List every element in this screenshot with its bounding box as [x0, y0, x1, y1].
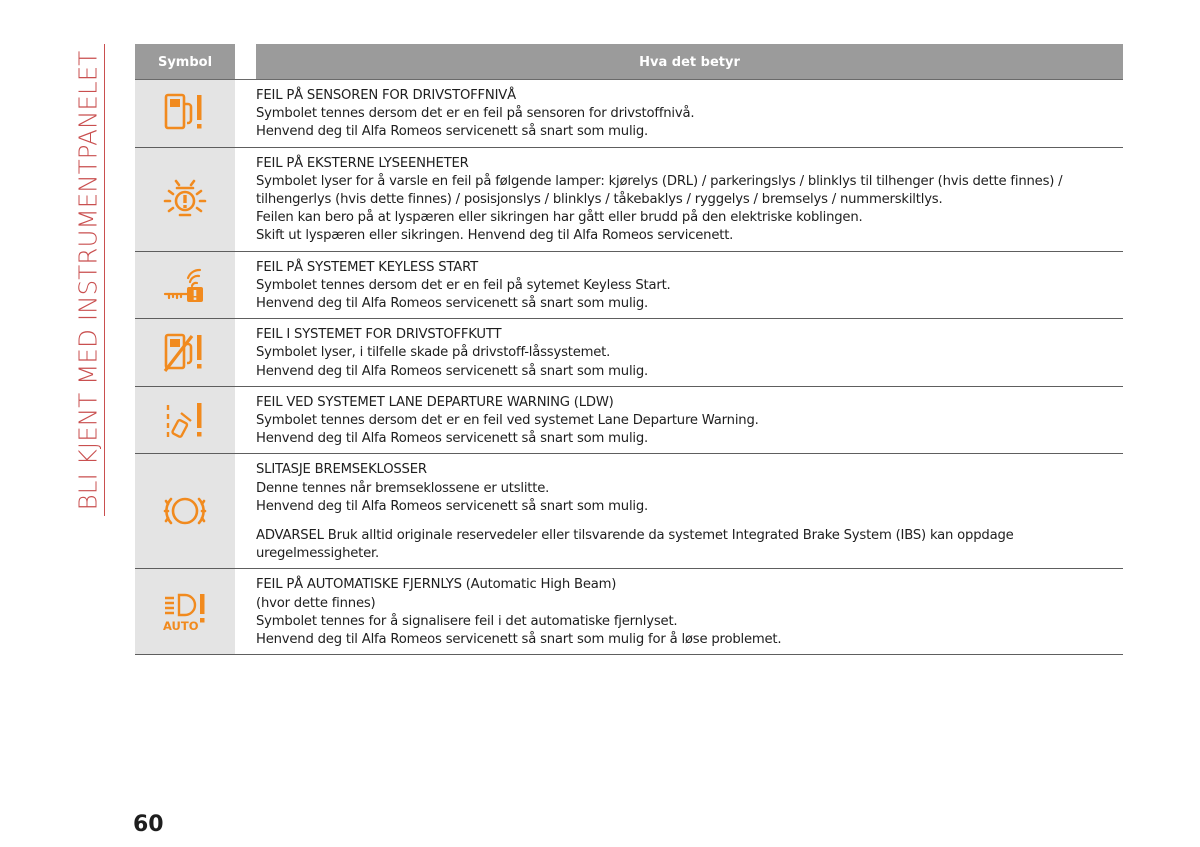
row-title: FEIL PÅ AUTOMATISKE FJERNLYS (Automatic High Beam) — [256, 577, 617, 593]
row-line: Symbolet tennes dersom det er en feil på sytemet Keyless Start. — [256, 277, 671, 293]
lane-departure-warning-failure-icon — [163, 399, 207, 441]
row-line: Henvend deg til Alfa Romeos servicenett så snart som mulig. — [256, 296, 649, 312]
chapter-title — [72, 44, 104, 516]
auto-label: AUTO — [163, 618, 199, 633]
table-row — [135, 319, 1123, 387]
page-number: 60 — [133, 812, 164, 837]
table-row — [135, 454, 1123, 569]
header-meaning: Hva det betyr — [256, 44, 1123, 80]
row-line: Henvend deg til Alfa Romeos servicenett så snart som mulig. — [256, 124, 649, 140]
symbol-cell — [135, 252, 235, 319]
table-row — [135, 80, 1123, 148]
row-title: FEIL VED SYSTEMET LANE DEPARTURE WARNING (LDW) — [256, 394, 614, 410]
row-line: Denne tennes når bremseklossene er utslitte. — [256, 480, 550, 496]
symbol-cell — [135, 569, 235, 654]
row-line: tilhengerlys (hvis dette finnes) / posisjonslys / blinklys / tåkebaklys / ryggelys / bremselys / nummerskiltlys. — [256, 192, 943, 208]
row-line: Symbolet lyser, i tilfelle skade på drivstoff-låssystemet. — [256, 345, 611, 361]
external-lights-failure-icon — [162, 177, 208, 221]
brake-pad-wear-icon — [161, 489, 209, 533]
warning-note: ADVARSEL Bruk alltid originale reservedeler eller tilsvarende da systemet Integrated Brake System (IBS) kan oppdage uregelmessigheter. — [256, 528, 1014, 562]
row-line: Henvend deg til Alfa Romeos servicenett så snart som mulig. — [256, 363, 649, 379]
fuel-level-sensor-failure-icon — [163, 92, 207, 134]
row-line: Skift ut lyspæren eller sikringen. Henvend deg til Alfa Romeos servicenett. — [256, 228, 734, 244]
table-row — [135, 569, 1123, 655]
table-header — [135, 44, 1123, 80]
header-symbol: Symbol — [135, 44, 235, 80]
row-title: FEIL PÅ SENSOREN FOR DRIVSTOFFNIVÅ — [256, 88, 516, 103]
table-row — [135, 252, 1123, 320]
automatic-high-beam-failure-icon — [161, 591, 209, 633]
table-row — [135, 148, 1123, 252]
row-line: Symbolet tennes dersom det er en feil på sensoren for drivstoffnivå. — [256, 106, 695, 122]
row-title: FEIL PÅ EKSTERNE LYSEENHETER — [256, 155, 469, 171]
row-line: Symbolet tennes dersom det er en feil ved systemet Lane Departure Warning. — [256, 413, 759, 429]
symbol-cell — [135, 387, 235, 454]
fuel-cut-off-failure-icon — [163, 332, 207, 374]
symbol-cell — [135, 148, 235, 251]
row-title: SLITASJE BREMSEKLOSSER — [256, 462, 427, 478]
row-line: Symbolet lyser for å varsle en feil på følgende lamper: kjørelys (DRL) / parkeringslys / blinklys til tilhenger (hvis dette finnes) / — [256, 173, 1063, 189]
keyless-start-failure-icon — [161, 265, 209, 305]
symbol-cell — [135, 319, 235, 386]
row-title: FEIL PÅ SYSTEMET KEYLESS START — [256, 259, 478, 275]
chapter-title-text: BLI KJENT MED INSTRUMENTPANELET — [73, 50, 103, 510]
row-title: FEIL I SYSTEMET FOR DRIVSTOFFKUTT — [256, 327, 502, 343]
row-line: (hvor dette finnes) — [256, 595, 376, 611]
row-line: Henvend deg til Alfa Romeos servicenett så snart som mulig. — [256, 431, 649, 447]
row-line: Symbolet tennes for å signalisere feil i det automatiske fjernlyset. — [256, 613, 678, 629]
symbol-cell — [135, 454, 235, 568]
chapter-divider — [104, 44, 105, 516]
symbol-table — [135, 80, 1123, 655]
symbol-cell — [135, 80, 235, 147]
row-line: Henvend deg til Alfa Romeos servicenett så snart som mulig. — [256, 498, 649, 514]
row-line: Henvend deg til Alfa Romeos servicenett så snart som mulig for å løse problemet. — [256, 632, 782, 648]
table-row — [135, 387, 1123, 455]
row-line: Feilen kan bero på at lyspæren eller sikringen har gått eller brudd på den elektriske koblingen. — [256, 210, 863, 226]
